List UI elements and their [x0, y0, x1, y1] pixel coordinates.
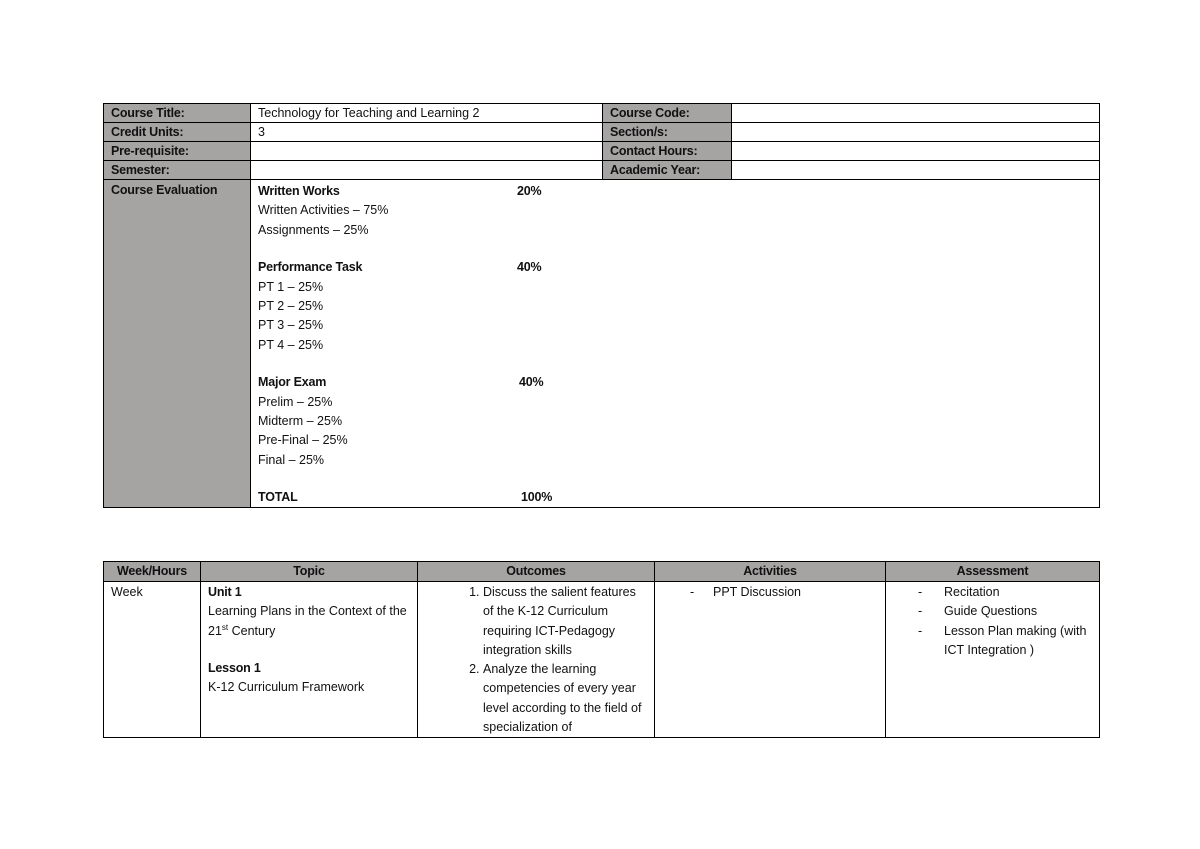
- semester-label: Semester:: [104, 161, 251, 180]
- academic-year-value: [732, 161, 1100, 180]
- academic-year-label: Academic Year:: [603, 161, 732, 180]
- unit-description: Learning Plans in the Context of the 21st Century: [208, 604, 407, 638]
- list-item: - Guide Questions: [893, 602, 1092, 621]
- list-item: 1. Discuss the salient features of the K-12 Curriculum requiring ICT-Pedagogy integration skills: [483, 583, 647, 660]
- activities-list: [662, 583, 878, 602]
- credit-units-value: 3: [251, 123, 603, 142]
- eval-group-title: Performance Task: [258, 260, 363, 275]
- eval-total-label: TOTAL: [258, 490, 298, 505]
- lesson-description: K-12 Curriculum Framework: [208, 680, 365, 695]
- list-item: - PPT Discussion: [662, 583, 878, 602]
- eval-group-percent: 20%: [517, 184, 542, 198]
- unit-title: Unit 1: [208, 585, 242, 599]
- eval-group-percent: 40%: [519, 375, 544, 390]
- eval-group-title: Written Works: [258, 184, 340, 198]
- table-row: [104, 582, 1100, 738]
- sections-label: Section/s:: [603, 123, 732, 142]
- assessment-list: [893, 583, 1092, 660]
- eval-group-major-exam: [258, 373, 558, 470]
- course-title-value: Technology for Teaching and Learning 2: [251, 104, 603, 123]
- prerequisite-value: [251, 142, 603, 161]
- course-title-label: Course Title:: [104, 104, 251, 123]
- eval-item: Prelim – 25%: [258, 394, 333, 409]
- credit-units-label: Credit Units:: [104, 123, 251, 142]
- course-code-label: Course Code:: [603, 104, 732, 123]
- header-activities: Activities: [655, 562, 886, 582]
- outcomes-cell: [418, 582, 655, 738]
- assessment-cell: [886, 582, 1100, 738]
- eval-item: Written Activities – 75%: [258, 203, 389, 218]
- eval-item: PT 1 – 25%: [258, 279, 324, 294]
- header-week-hours: Week/Hours: [104, 562, 201, 582]
- eval-total-value: 100%: [521, 490, 553, 505]
- contact-hours-value: [732, 142, 1100, 161]
- activities-cell: [655, 582, 886, 738]
- course-code-value: [732, 104, 1100, 123]
- contact-hours-label: Contact Hours:: [603, 142, 732, 161]
- lesson-title: Lesson 1: [208, 660, 261, 675]
- eval-item: PT 2 – 25%: [258, 298, 324, 313]
- course-evaluation-label: Course Evaluation: [104, 180, 251, 508]
- eval-group-title: Major Exam: [258, 375, 327, 390]
- topic-cell: [201, 582, 418, 738]
- outcomes-list: [425, 583, 647, 737]
- list-item: 2. Analyze the learning competencies of every year level according to the field of specialization of: [483, 660, 647, 737]
- eval-group-percent: 40%: [517, 260, 542, 275]
- semester-value: [251, 161, 603, 180]
- course-evaluation-breakdown: [251, 180, 1100, 508]
- eval-group-written-works: [258, 182, 558, 240]
- sections-value: [732, 123, 1100, 142]
- prerequisite-label: Pre-requisite:: [104, 142, 251, 161]
- header-outcomes: Outcomes: [418, 562, 655, 582]
- list-item: - Recitation: [893, 583, 1092, 602]
- list-item: - Lesson Plan making (with ICT Integration ): [893, 622, 1092, 661]
- course-info-table: [103, 103, 1100, 508]
- eval-item: Final – 25%: [258, 452, 325, 467]
- eval-item: Midterm – 25%: [258, 413, 343, 428]
- eval-total: [258, 488, 558, 507]
- eval-group-performance-task: [258, 258, 558, 355]
- eval-item: Assignments – 25%: [258, 222, 369, 237]
- eval-item: PT 3 – 25%: [258, 318, 324, 333]
- eval-item: Pre-Final – 25%: [258, 433, 348, 448]
- week-cell: Week: [104, 582, 201, 738]
- header-assessment: Assessment: [886, 562, 1100, 582]
- header-topic: Topic: [201, 562, 418, 582]
- eval-item: PT 4 – 25%: [258, 337, 324, 352]
- course-schedule-table: [103, 561, 1100, 738]
